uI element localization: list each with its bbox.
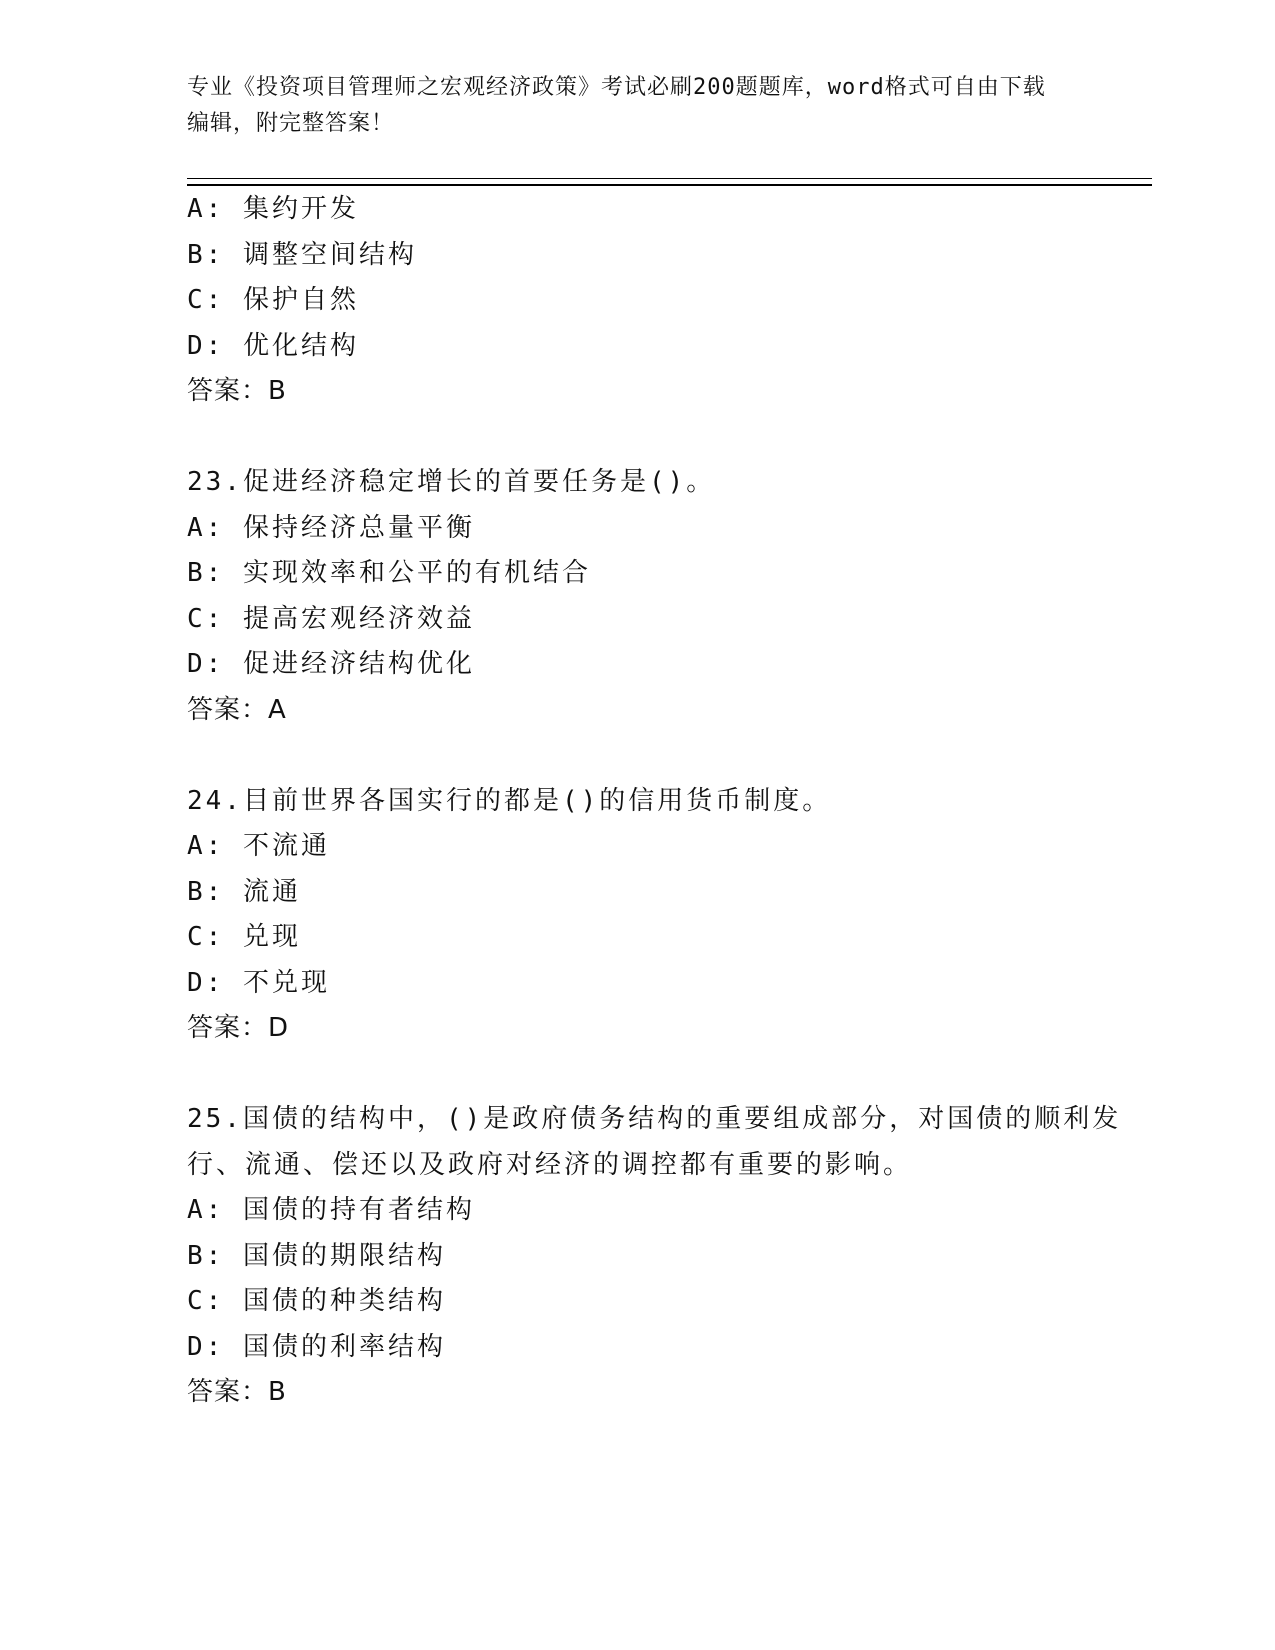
question-text: 23.促进经济稳定增长的首要任务是()。	[187, 467, 716, 497]
option-d: D: 促进经济结构优化	[187, 649, 475, 679]
option-c: C: 提高宏观经济效益	[187, 603, 475, 634]
option-b: B: 调整空间结构	[187, 239, 417, 270]
option-a: A: 保持经济总量平衡	[187, 512, 475, 543]
option-b: B: 流通	[187, 876, 301, 907]
document-header: 专业《投资项目管理师之宏观经济政策》考试必刷200题题库，word格式可自由下载编辑，附完整答案！	[187, 75, 1046, 136]
option-c: C: 兑现	[187, 922, 301, 952]
answer-text: 答案：A	[187, 694, 287, 725]
option-b: B: 国债的期限结构	[187, 1240, 446, 1271]
document-body	[187, 187, 1147, 1416]
question-block-25	[187, 1097, 1147, 1416]
option-d: D: 不兑现	[187, 967, 330, 998]
option-d: D: 优化结构	[187, 330, 359, 361]
answer-text: 答案：B	[187, 1377, 287, 1407]
question-block-24	[187, 779, 1147, 1052]
option-b: B: 实现效率和公平的有机结合	[187, 558, 591, 588]
option-c: C: 保护自然	[187, 285, 359, 315]
question-text: 25.国债的结构中，()是政府债务结构的重要组成部分，对国债的顺利发行、流通、偿还以及政府对经济的调控都有重要的影响。	[187, 1104, 1122, 1180]
answer-text: 答案：B	[187, 376, 287, 406]
option-a: A: 国债的持有者结构	[187, 1195, 475, 1225]
question-block-22	[187, 187, 1147, 415]
answer-text: 答案：D	[187, 1013, 290, 1043]
option-a: A: 不流通	[187, 831, 330, 861]
header-divider	[187, 178, 1152, 186]
question-text: 24.目前世界各国实行的都是()的信用货币制度。	[187, 785, 832, 816]
option-d: D: 国债的利率结构	[187, 1331, 446, 1362]
option-c: C: 国债的种类结构	[187, 1286, 446, 1316]
option-a: A: 集约开发	[187, 194, 359, 224]
question-block-23	[187, 460, 1147, 733]
